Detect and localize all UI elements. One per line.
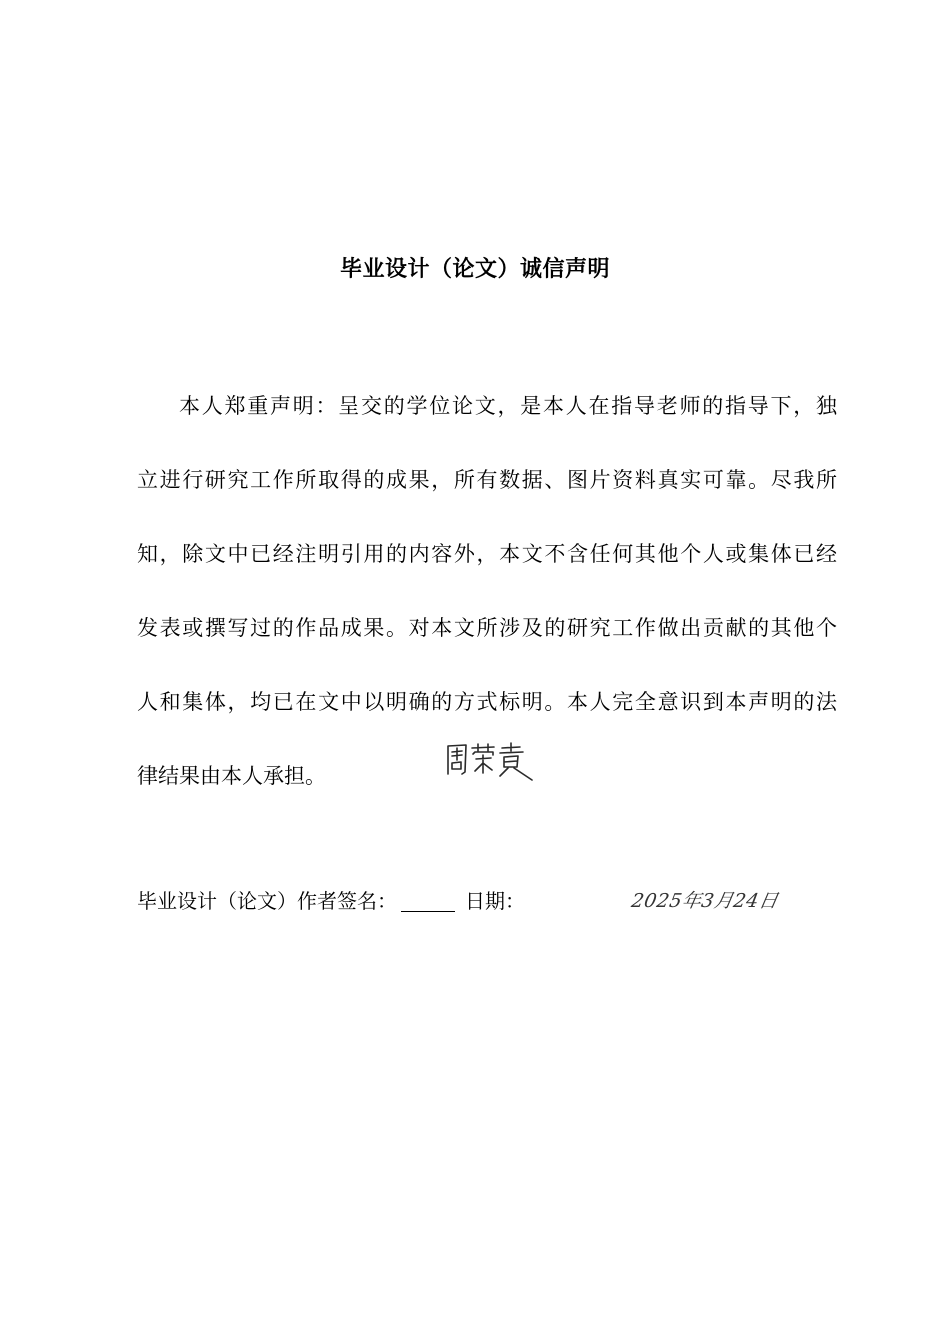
paragraph-line-4: 发表或撰写过的作品成果。对本文所涉及的研究工作做出贡献的其他个 [137,616,837,640]
date-label: 日期： [465,889,525,913]
paragraph-line-6: 律结果由本人承担。 [137,764,326,788]
handwritten-signature [440,736,535,786]
signature-row [137,886,525,916]
paragraph-line-2: 立进行研究工作所取得的成果，所有数据、图片资料真实可靠。尽我所 [137,468,837,492]
paragraph-line-5: 人和集体，均已在文中以明确的方式标明。本人完全意识到本声明的法 [137,690,837,714]
paragraph-line-1: 本人郑重声明：呈交的学位论文，是本人在指导老师的指导下，独 [179,394,837,418]
document-title: 毕业设计（论文）诚信声明 [339,257,610,282]
handwritten-date: 2025年3月24日 [629,890,781,912]
signature-label: 毕业设计（论文）作者签名： [137,889,397,913]
signature-blank-line [401,891,455,912]
paragraph-line-3: 知，除文中已经注明引用的内容外，本文不含任何其他个人或集体已经 [137,542,837,566]
